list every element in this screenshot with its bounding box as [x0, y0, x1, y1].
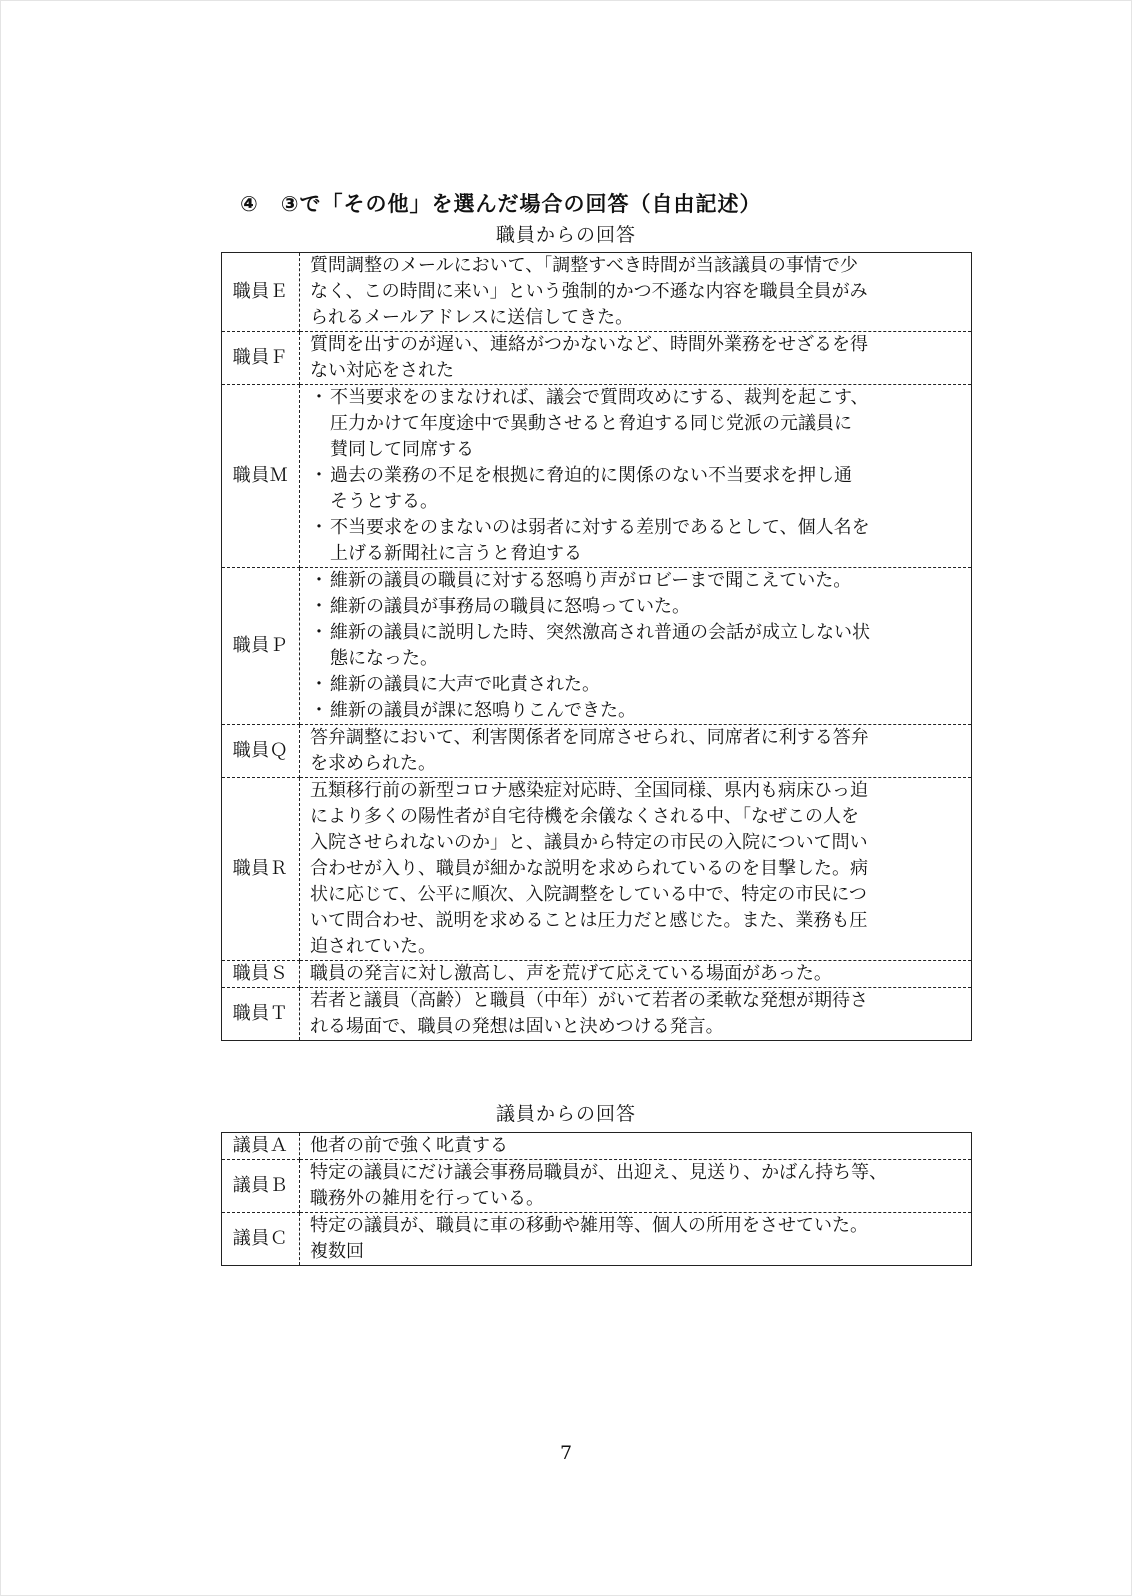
text-line: 態になった。 [330, 648, 438, 669]
text-line: 迫されていた。 [310, 936, 436, 957]
text-line: を求められた。 [310, 753, 436, 774]
response-text [300, 385, 972, 568]
text-line: ・ 過去の業務の不足を根拠に脅迫的に関係のない不当要求を押し通 [330, 465, 852, 486]
respondent-label: 議員Ｃ [222, 1213, 300, 1266]
list-item [310, 594, 967, 620]
table-row [222, 253, 972, 332]
list-item [310, 515, 967, 567]
text-line: 答弁調整において、利害関係者を同席させられ、同席者に利する答弁 [310, 727, 869, 748]
text-line: ない対応をされた [310, 360, 454, 381]
respondent-label: 職員Ｒ [222, 778, 300, 961]
text-line: 質問を出すのが遅い、連絡がつかないなど、時間外業務をせざるを得 [310, 334, 868, 355]
response-text [300, 725, 972, 778]
respondent-label: 職員Ｍ [222, 385, 300, 568]
response-text [300, 253, 972, 332]
list-item [310, 385, 967, 463]
respondent-label: 職員Ｆ [222, 332, 300, 385]
table-row [222, 1133, 972, 1160]
text-line: 入院させられないのか」と、議員から特定の市民の入院について問い [310, 832, 868, 853]
text-line: 質問調整のメールにおいて、「調整すべき時間が当該議員の事情で少 [310, 255, 858, 276]
text-line: 上げる新聞社に言うと脅迫する [330, 543, 582, 564]
table-row [222, 1213, 972, 1266]
table-row [222, 385, 972, 568]
page-number: 7 [559, 1442, 573, 1464]
response-text [300, 1160, 972, 1213]
text-line: ・ 維新の議員の職員に対する怒鳴り声がロビーまで聞こえていた。 [330, 570, 852, 591]
list-item [310, 620, 967, 672]
text-line: 他者の前で強く叱責する [310, 1135, 508, 1156]
section-heading: ④ ③で「その他」を選んだ場合の回答（自由記述） [240, 192, 762, 216]
response-bullet-list [310, 568, 967, 724]
text-line: いて問合わせ、説明を求めることは圧力だと感じた。また、業務も圧 [310, 910, 868, 931]
respondent-label: 職員Ｐ [222, 568, 300, 725]
text-line: 複数回 [310, 1241, 364, 1262]
table-row [222, 961, 972, 988]
response-text [300, 332, 972, 385]
text-line: 合わせが入り、職員が細かな説明を求められているのを目撃した。病 [310, 858, 868, 879]
respondent-label: 職員Ｑ [222, 725, 300, 778]
list-item [310, 568, 967, 594]
text-line: 特定の議員にだけ議会事務局職員が、出迎え、見送り、かばん持ち等、 [310, 1162, 888, 1183]
table-row [222, 725, 972, 778]
text-line: ・ 維新の議員に大声で叱責された。 [330, 674, 600, 695]
respondent-label: 職員Ｓ [222, 961, 300, 988]
text-line: により多くの陽性者が自宅待機を余儀なくされる中、「なぜこの人を [310, 806, 859, 827]
list-item [310, 463, 967, 515]
text-line: なく、この時間に来い」という強制的かつ不遜な内容を職員全員がみ [310, 281, 868, 302]
response-text [300, 1213, 972, 1266]
member-response-table [221, 1132, 972, 1266]
text-line: 賛同して同席する [330, 439, 474, 460]
response-bullet-list [310, 385, 967, 567]
text-line: 若者と議員（高齢）と職員（中年）がいて若者の柔軟な発想が期待さ [310, 990, 868, 1011]
text-line: 職務外の雑用を行っている。 [310, 1188, 544, 1209]
staff-response-table [221, 252, 972, 1041]
table-row [222, 1160, 972, 1213]
text-line: ・ 維新の議員に説明した時、突然激高され普通の会話が成立しない状 [330, 622, 870, 643]
table-row [222, 988, 972, 1041]
list-item [310, 698, 967, 724]
response-text [300, 961, 972, 988]
staff-table-caption: 職員からの回答 [495, 224, 636, 246]
respondent-label: 職員Ｔ [222, 988, 300, 1041]
list-item [310, 672, 967, 698]
response-text [300, 988, 972, 1041]
response-text [300, 1133, 972, 1160]
text-line: 圧力かけて年度途中で異動させると脅迫する同じ党派の元議員に [330, 413, 852, 434]
text-line: ・ 不当要求をのまなければ、議会で質問攻めにする、裁判を起こす、 [330, 387, 869, 408]
text-line: られるメールアドレスに送信してきた。 [310, 307, 634, 328]
text-line: ・ 不当要求をのまないのは弱者に対する差別であるとして、個人名を [330, 517, 870, 538]
respondent-label: 議員Ｂ [222, 1160, 300, 1213]
text-line: 職員の発言に対し激高し、声を荒げて応えている場面があった。 [310, 963, 832, 984]
respondent-label: 職員Ｅ [222, 253, 300, 332]
text-line: れる場面で、職員の発想は固いと決めつける発言。 [310, 1016, 724, 1037]
text-line: 特定の議員が、職員に車の移動や雑用等、個人の所用をさせていた。 [310, 1215, 868, 1236]
text-line: ・ 維新の議員が課に怒鳴りこんできた。 [330, 700, 636, 721]
response-text [300, 778, 972, 961]
text-line: 五類移行前の新型コロナ感染症対応時、全国同様、県内も病床ひっ迫 [310, 780, 868, 801]
text-line: 状に応じて、公平に順次、入院調整をしている中で、特定の市民につ [310, 884, 867, 905]
text-line: ・ 維新の議員が事務局の職員に怒鳴っていた。 [330, 596, 690, 617]
member-table-caption: 議員からの回答 [495, 1103, 636, 1125]
table-row [222, 778, 972, 961]
table-row [222, 568, 972, 725]
table-row [222, 332, 972, 385]
text-line: そうとする。 [330, 491, 438, 512]
respondent-label: 議員Ａ [222, 1133, 300, 1160]
response-text [300, 568, 972, 725]
